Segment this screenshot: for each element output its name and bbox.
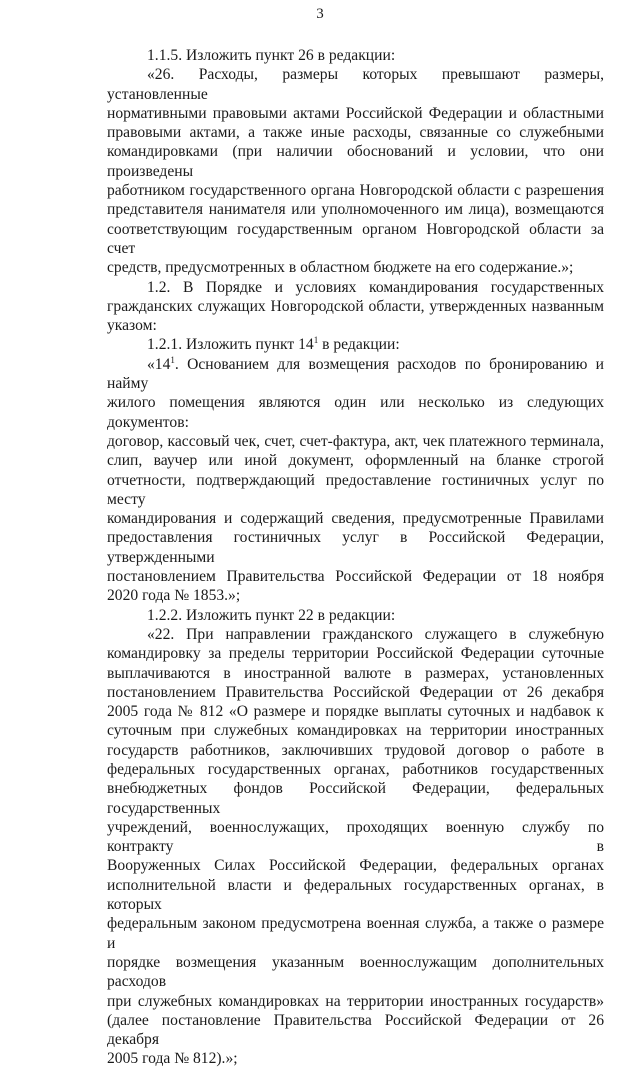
text-line: порядке возмещения указанным военнослужащим дополнительных расходов <box>107 953 604 991</box>
text-line: командировку за пределы территории Российской Федерации суточные <box>107 645 604 663</box>
text-line: внебюджетных фондов Российской Федерации, федеральных государственных <box>107 780 604 817</box>
text-line: «22. При направлении гражданского служащего в служебную <box>147 625 604 643</box>
clause-1-2 <box>107 278 604 336</box>
text-line <box>107 355 604 394</box>
text-line: слип, ваучер или иной документ, оформленный на бланке строгой <box>107 452 604 470</box>
text-line: постановлением Правительства Российской Федерации от 26 декабря <box>107 683 604 701</box>
text-line: командирования и содержащий сведения, предусмотренные Правилами <box>107 510 604 528</box>
text-line: жилого помещения являются один или несколько из следующих документов: <box>107 394 604 431</box>
text-line: соответствующим государственным органом Новгородской области за счет <box>107 220 604 257</box>
superscript: 1 <box>313 335 319 346</box>
line-text: . Основанием для возмещения расходов по бронированию и найму <box>107 355 604 393</box>
document-body <box>107 46 604 1069</box>
superscript: 1 <box>170 354 175 365</box>
text-line: 2020 года № 1853.»; <box>107 587 241 605</box>
text-line: суточным при служебных командировках на территории иностранных <box>107 722 604 740</box>
text-line: выплачиваются в иностранной валюте в размерах, установленных <box>107 664 604 682</box>
text-line: учреждений, военнослужащих, проходящих военную службу по контракту в <box>107 818 604 856</box>
text-line: представителя нанимателя или уполномоченного им лица), возмещаются <box>107 201 604 219</box>
quote-item-14-1 <box>107 355 604 606</box>
text-line: средств, предусмотренных в областном бюджете на его содержание.»; <box>107 259 574 277</box>
text-line: нормативными правовыми актами Российской Федерации и областными <box>107 104 604 122</box>
text-line: исполнительной власти и федеральных государственных органах, в которых <box>107 876 604 914</box>
text-line: Вооруженных Силах Российской Федерации, федеральных органах <box>107 857 604 875</box>
text-line: отчетности, подтверждающий предоставление гостиничных услуг по месту <box>107 471 604 508</box>
page-number: 3 <box>316 6 324 22</box>
clause-text: в редакции: <box>318 336 400 354</box>
text-line: работником государственного органа Новгородской области с разрешения <box>107 182 604 200</box>
clause-1-1-5: 1.1.5. Изложить пункт 26 в редакции: <box>147 47 396 64</box>
text-line: государств работников, заключивших трудовой договор о работе в <box>107 741 604 759</box>
quote-item-26 <box>107 65 604 277</box>
text-line: (далее постановление Правительства Российской Федерации от 26 декабря <box>107 1011 604 1049</box>
clause-1-2-1 <box>107 335 604 354</box>
text-line: гражданских служащих Новгородской области, утвержденных названным <box>107 297 604 315</box>
text-line: «26. Расходы, размеры которых превышают размеры, установленные <box>107 66 604 103</box>
item-number: «14 <box>147 355 171 373</box>
text-line: указом: <box>107 317 157 335</box>
text-line: 2005 года № 812 «О размере и порядке выплаты суточных и надбавок к <box>107 703 604 721</box>
text-line: федеральных государственных органах, работников государственных <box>107 760 604 778</box>
clause-1-2-2: 1.2.2. Изложить пункт 22 в редакции: <box>147 606 396 624</box>
text-line: постановлением Правительства Российской Федерации от 18 ноября <box>107 568 604 586</box>
text-line: предоставления гостиничных услуг в Российской Федерации, утвержденными <box>107 529 604 566</box>
text-line: договор, кассовый чек, счет, счет-фактура, акт, чек платежного терминала, <box>107 432 604 450</box>
quote-item-22 <box>107 625 604 1069</box>
text-line: при служебных командировках на территории иностранных государств» <box>107 992 604 1010</box>
text-line: командировками (при наличии обоснований и условии, что они произведены <box>107 143 604 180</box>
text-line: правовыми актами, а также иные расходы, связанные со служебными <box>107 124 604 142</box>
text-line: федеральным законом предусмотрена военная служба, а также о размере и <box>107 915 604 952</box>
text-line: 2005 года № 812).»; <box>107 1050 238 1068</box>
text-line: 1.2. В Порядке и условиях командирования государственных <box>147 278 604 296</box>
clause-text: 1.2.1. Изложить пункт 14 <box>147 336 314 354</box>
